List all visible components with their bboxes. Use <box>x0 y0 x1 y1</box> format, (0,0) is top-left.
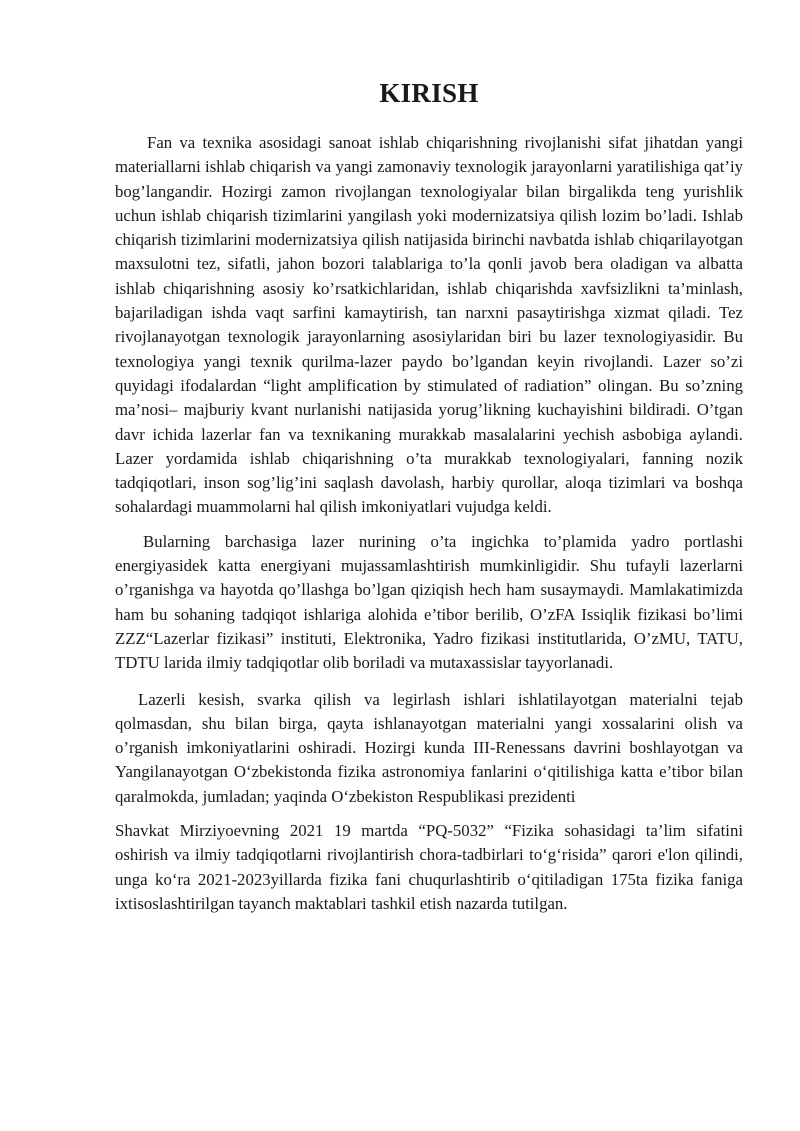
paragraph-2: Bularning barchasiga lazer nurining o’ta ingichka to’plamida yadro portlashi energiyasidek katta energiyani mujassamlashtirish mumkinligidir. Shu tufayli lazerlarni o’rganishga va hayotda qo’llashga bo’lgan qiziqish hech ham susaymaydi. Mamlakatimizda ham bu sohaning tadqiqot ishlariga alohida e’tibor berilib, O’zFA Issiqlik fizikasi bo’limi ZZZ“Lazerlar fizikasi” instituti, Elektronika, Yadro fizikasi institutlarida, O’zMU, TATU, TDTU larida ilmiy tadqiqotlar olib boriladi va mutaxassislar tayyorlanadi. <box>115 531 743 673</box>
paragraph-3: Lazerli kesish, svarka qilish va legirlash ishlari ishlatilayotgan materialni tejab qolmasdan, shu bilan birga, qayta ishlanayotgan materialni yangi xossalarini olish va o’rganish imkoniyatlarini oshiradi. Hozirgi kunda III-Renessans davrini boshlayotgan va Yangilanayotgan O‘zbekistonda fizika astronomiya fanlarini o‘qitilishiga katta e’tibor bilan qaralmokda, jumladan; yaqinda O‘zbekiston Respublikasi prezidenti <box>115 689 743 806</box>
paragraph-4: Shavkat Mirziyoevning 2021 19 martda “PQ-5032” “Fizika sohasidagi ta’lim sifatini oshirish va ilmiy tadqiqotlarni rivojlantirish chora-tadbirlari to‘g‘risida” qarori e'lon qilindi, unga ko‘ra 2021-2023yillarda fizika fani chuqurlashtirib o‘qitiladigan 175ta fizika faniga ixtisoslashtirilgan tayanch maktablari tashkil etish nazarda tutilgan. <box>115 821 743 913</box>
document-page <box>115 78 743 916</box>
paragraph-1: Fan va texnika asosidagi sanoat ishlab chiqarishning rivojlanishi sifat jihatdan yangi materiallarni ishlab chiqarish va yangi zamonaviy texnologik jarayonlarni yaratilishiga qat’iy bog’langandir. Hozirgi zamon rivojlangan texnologiyalar bilan birgalikda teng yurishlik uchun ishlab chiqarish tizimlarini yangilash yoki modernizatsiya qilish lozim bo’ladi. Ishlab chiqarish tizimlarini modernizatsiya qilish natijasida birinchi navbatda ishlab chiqarilayotgan maxsulotni tez, sifatli, jahon bozori talablariga to’la qonli javob bera oladigan va albatta ishlab chiqarishning asosiy ko’rsatkichlaridan, ishlab chiqarishda xavfsizlikni ta’minlash, bajariladigan ishda vaqt sarfini kamaytirish, tan narxni pasaytirishga xizmat qiladi. Tez rivojlanayotgan texnologik jarayonlarning asosiylaridan biri bu lazer texnologiyasidir. Bu texnologiya yangi texnik qurilma-lazer paydo bo’lgandan keyin rivojlandi. Lazer so’zi quyidagi ifodalardan “light amplification by stimulated of radiation” olingan. Bu so’zning ma’nosi– majburiy kvant nurlanishi natijasida yorug’likning kuchayishini bildiradi. O’tgan davr ichida lazerlar fan va texnikaning murakkab masalalarini yechish asbobiga aylandi. Lazer yordamida ishlab chiqarishning o’ta murakkab texnologiyalari, fanning nozik tadqiqotlari, inson sog’lig’ini saqlash davolash, harbiy qurollar, aloqa tizimlari va boshqa sohalardagi muammolarni hal qilish imkoniyatlari vujudga keldi. <box>115 133 743 517</box>
page-title: KIRISH <box>379 78 479 108</box>
